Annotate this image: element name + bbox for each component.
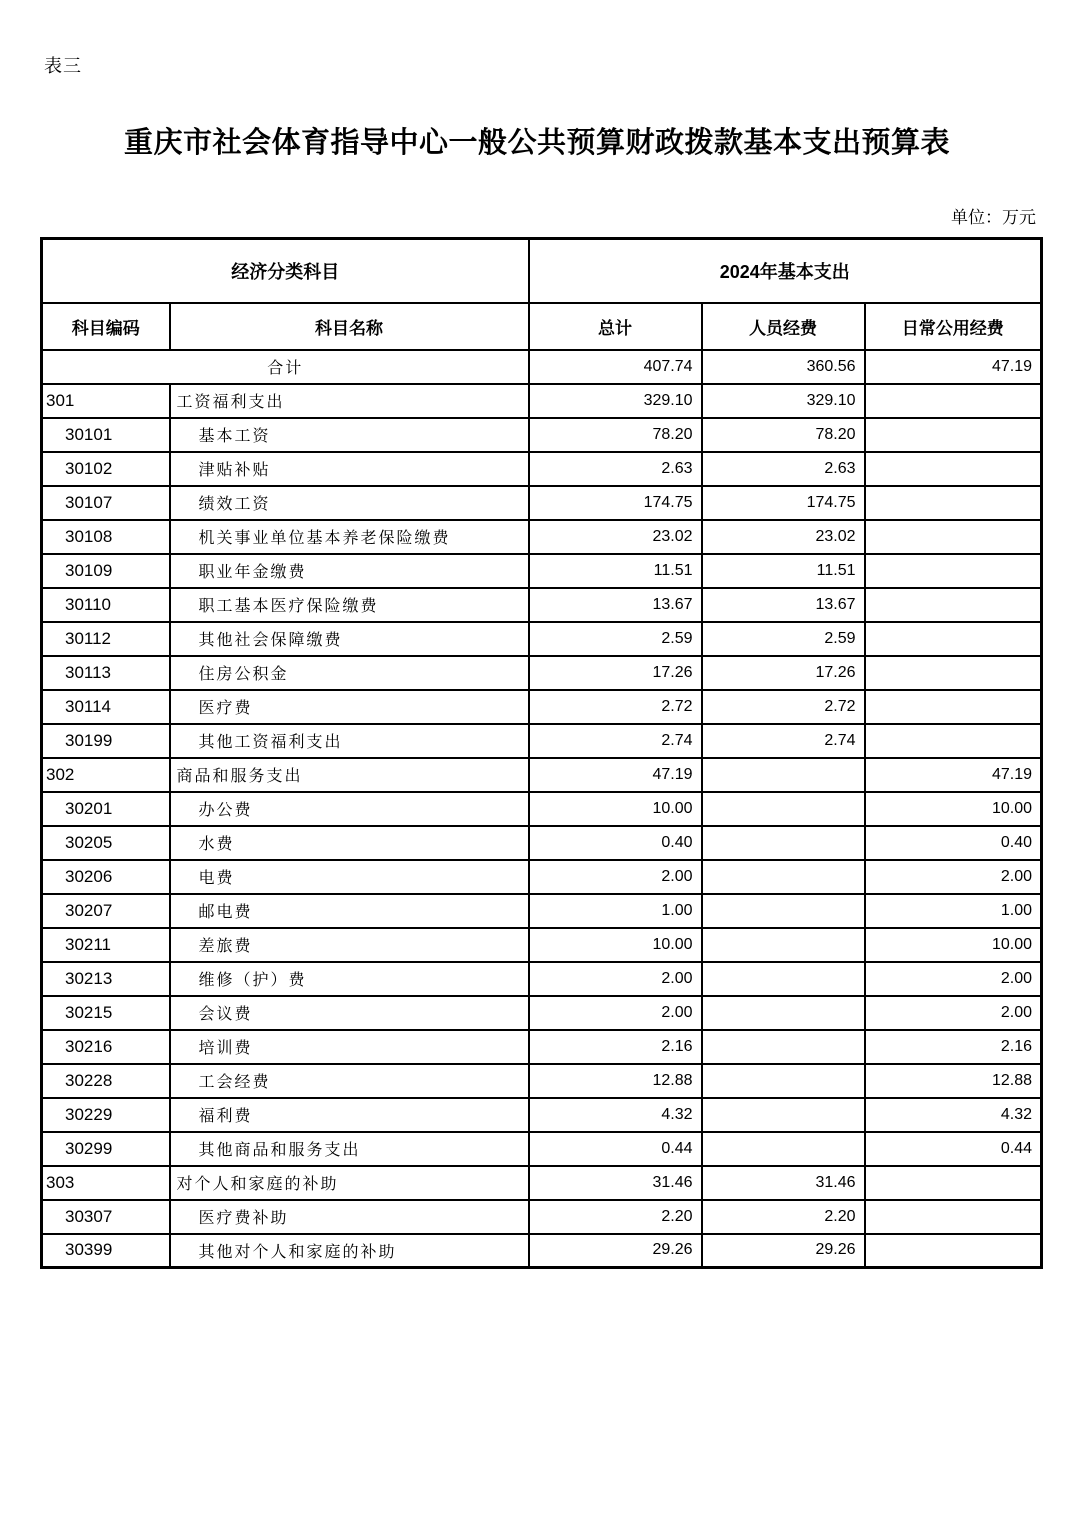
header-economic-classification: 经济分类科目 <box>42 239 529 303</box>
row-daily: 2.00 <box>865 860 1042 894</box>
table-row <box>42 1200 1042 1234</box>
row-daily <box>865 1166 1042 1200</box>
row-code: 30213 <box>42 962 170 996</box>
table-row <box>42 826 1042 860</box>
budget-table-header <box>42 239 1042 350</box>
table-row <box>42 1098 1042 1132</box>
row-personnel <box>702 1030 865 1064</box>
row-personnel: 29.26 <box>702 1234 865 1268</box>
table-row <box>42 554 1042 588</box>
row-code: 30201 <box>42 792 170 826</box>
row-name: 绩效工资 <box>170 486 529 520</box>
page-title: 重庆市社会体育指导中心一般公共预算财政拨款基本支出预算表 <box>123 127 950 159</box>
row-code: 30109 <box>42 554 170 588</box>
row-name: 对个人和家庭的补助 <box>170 1166 529 1200</box>
row-name: 邮电费 <box>170 894 529 928</box>
row-code: 30114 <box>42 690 170 724</box>
table-row <box>42 1030 1042 1064</box>
row-total: 0.44 <box>529 1132 702 1166</box>
row-total: 329.10 <box>529 384 702 418</box>
row-personnel: 17.26 <box>702 656 865 690</box>
row-code: 303 <box>42 1166 170 1200</box>
row-personnel: 2.72 <box>702 690 865 724</box>
row-code: 302 <box>42 758 170 792</box>
row-daily <box>865 1200 1042 1234</box>
row-name: 机关事业单位基本养老保险缴费 <box>170 520 529 554</box>
row-name: 培训费 <box>170 1030 529 1064</box>
row-code: 30229 <box>42 1098 170 1132</box>
row-total: 2.00 <box>529 860 702 894</box>
row-total: 10.00 <box>529 792 702 826</box>
row-daily <box>865 724 1042 758</box>
row-name: 会议费 <box>170 996 529 1030</box>
row-personnel <box>702 826 865 860</box>
row-total: 2.16 <box>529 1030 702 1064</box>
table-row <box>42 520 1042 554</box>
row-daily <box>865 588 1042 622</box>
table-row <box>42 350 1042 384</box>
row-code: 30199 <box>42 724 170 758</box>
row-name: 差旅费 <box>170 928 529 962</box>
row-daily: 2.00 <box>865 996 1042 1030</box>
row-total: 29.26 <box>529 1234 702 1268</box>
row-name: 工资福利支出 <box>170 384 529 418</box>
row-total: 12.88 <box>529 1064 702 1098</box>
row-personnel <box>702 1064 865 1098</box>
row-code: 30101 <box>42 418 170 452</box>
row-total: 407.74 <box>529 350 702 384</box>
row-total: 1.00 <box>529 894 702 928</box>
table-row <box>42 1132 1042 1166</box>
row-personnel <box>702 928 865 962</box>
table-row <box>42 962 1042 996</box>
row-name: 商品和服务支出 <box>170 758 529 792</box>
header-subject-code: 科目编码 <box>42 303 170 350</box>
table-row <box>42 384 1042 418</box>
row-personnel: 13.67 <box>702 588 865 622</box>
row-personnel: 31.46 <box>702 1166 865 1200</box>
row-daily: 1.00 <box>865 894 1042 928</box>
row-personnel <box>702 996 865 1030</box>
table-row <box>42 1064 1042 1098</box>
table-row <box>42 860 1042 894</box>
row-name: 津贴补贴 <box>170 452 529 486</box>
row-personnel: 360.56 <box>702 350 865 384</box>
header-columns-row <box>42 303 1042 350</box>
row-code: 30108 <box>42 520 170 554</box>
table-row <box>42 690 1042 724</box>
table-row <box>42 1166 1042 1200</box>
row-code: 30216 <box>42 1030 170 1064</box>
row-daily: 0.44 <box>865 1132 1042 1166</box>
row-code: 30399 <box>42 1234 170 1268</box>
row-daily <box>865 452 1042 486</box>
table-number-label: 表三 <box>44 56 82 76</box>
row-total: 78.20 <box>529 418 702 452</box>
row-total: 11.51 <box>529 554 702 588</box>
row-personnel: 174.75 <box>702 486 865 520</box>
table-row <box>42 894 1042 928</box>
row-code: 30207 <box>42 894 170 928</box>
row-daily <box>865 486 1042 520</box>
table-row <box>42 656 1042 690</box>
row-code: 30211 <box>42 928 170 962</box>
row-total: 174.75 <box>529 486 702 520</box>
table-row <box>42 588 1042 622</box>
row-name: 职业年金缴费 <box>170 554 529 588</box>
table-row <box>42 792 1042 826</box>
table-row <box>42 758 1042 792</box>
row-personnel: 2.74 <box>702 724 865 758</box>
table-row <box>42 486 1042 520</box>
row-total: 2.72 <box>529 690 702 724</box>
table-row <box>42 724 1042 758</box>
row-code: 30206 <box>42 860 170 894</box>
row-name: 合计 <box>42 350 529 384</box>
header-personnel-funds: 人员经费 <box>702 303 865 350</box>
table-row <box>42 1234 1042 1268</box>
row-code: 30228 <box>42 1064 170 1098</box>
row-daily: 47.19 <box>865 758 1042 792</box>
row-total: 13.67 <box>529 588 702 622</box>
row-total: 2.20 <box>529 1200 702 1234</box>
row-total: 2.74 <box>529 724 702 758</box>
row-daily <box>865 554 1042 588</box>
table-row <box>42 928 1042 962</box>
row-code: 30107 <box>42 486 170 520</box>
row-total: 4.32 <box>529 1098 702 1132</box>
row-name: 电费 <box>170 860 529 894</box>
row-total: 2.63 <box>529 452 702 486</box>
row-code: 30215 <box>42 996 170 1030</box>
row-personnel <box>702 860 865 894</box>
row-personnel <box>702 792 865 826</box>
row-daily <box>865 656 1042 690</box>
row-name: 维修（护）费 <box>170 962 529 996</box>
row-daily: 10.00 <box>865 928 1042 962</box>
row-name: 福利费 <box>170 1098 529 1132</box>
row-daily <box>865 690 1042 724</box>
row-personnel: 78.20 <box>702 418 865 452</box>
row-name: 其他工资福利支出 <box>170 724 529 758</box>
row-name: 办公费 <box>170 792 529 826</box>
row-code: 30307 <box>42 1200 170 1234</box>
row-personnel: 23.02 <box>702 520 865 554</box>
budget-table-body <box>42 350 1042 1268</box>
budget-table <box>40 237 1043 1269</box>
table-row <box>42 622 1042 656</box>
row-daily <box>865 622 1042 656</box>
row-name: 水费 <box>170 826 529 860</box>
header-subject-name: 科目名称 <box>170 303 529 350</box>
row-daily: 12.88 <box>865 1064 1042 1098</box>
row-total: 17.26 <box>529 656 702 690</box>
row-code: 30299 <box>42 1132 170 1166</box>
unit-note: 单位：万元 <box>951 208 1036 227</box>
header-group-row <box>42 239 1042 303</box>
row-daily <box>865 418 1042 452</box>
header-total: 总计 <box>529 303 702 350</box>
row-name: 基本工资 <box>170 418 529 452</box>
row-total: 0.40 <box>529 826 702 860</box>
row-total: 47.19 <box>529 758 702 792</box>
header-2024-basic-expenditure: 2024年基本支出 <box>529 239 1042 303</box>
row-total: 31.46 <box>529 1166 702 1200</box>
row-personnel: 2.59 <box>702 622 865 656</box>
row-daily: 0.40 <box>865 826 1042 860</box>
row-total: 23.02 <box>529 520 702 554</box>
row-name: 住房公积金 <box>170 656 529 690</box>
row-personnel <box>702 894 865 928</box>
row-name: 其他对个人和家庭的补助 <box>170 1234 529 1268</box>
row-personnel: 2.63 <box>702 452 865 486</box>
row-name: 其他商品和服务支出 <box>170 1132 529 1166</box>
header-daily-public-funds: 日常公用经费 <box>865 303 1042 350</box>
row-daily: 10.00 <box>865 792 1042 826</box>
row-name: 工会经费 <box>170 1064 529 1098</box>
row-name: 医疗费 <box>170 690 529 724</box>
row-personnel: 11.51 <box>702 554 865 588</box>
row-personnel: 2.20 <box>702 1200 865 1234</box>
row-personnel <box>702 962 865 996</box>
row-daily: 2.16 <box>865 1030 1042 1064</box>
row-name: 其他社会保障缴费 <box>170 622 529 656</box>
row-personnel <box>702 1132 865 1166</box>
row-daily: 4.32 <box>865 1098 1042 1132</box>
row-code: 30113 <box>42 656 170 690</box>
table-row <box>42 996 1042 1030</box>
row-name: 医疗费补助 <box>170 1200 529 1234</box>
row-daily <box>865 1234 1042 1268</box>
row-code: 301 <box>42 384 170 418</box>
row-daily <box>865 384 1042 418</box>
row-personnel <box>702 758 865 792</box>
row-code: 30205 <box>42 826 170 860</box>
row-daily: 2.00 <box>865 962 1042 996</box>
row-personnel <box>702 1098 865 1132</box>
row-daily: 47.19 <box>865 350 1042 384</box>
row-total: 2.59 <box>529 622 702 656</box>
table-row <box>42 452 1042 486</box>
row-total: 10.00 <box>529 928 702 962</box>
row-name: 职工基本医疗保险缴费 <box>170 588 529 622</box>
row-code: 30102 <box>42 452 170 486</box>
row-total: 2.00 <box>529 962 702 996</box>
row-total: 2.00 <box>529 996 702 1030</box>
table-row <box>42 418 1042 452</box>
row-code: 30110 <box>42 588 170 622</box>
row-code: 30112 <box>42 622 170 656</box>
row-daily <box>865 520 1042 554</box>
row-personnel: 329.10 <box>702 384 865 418</box>
